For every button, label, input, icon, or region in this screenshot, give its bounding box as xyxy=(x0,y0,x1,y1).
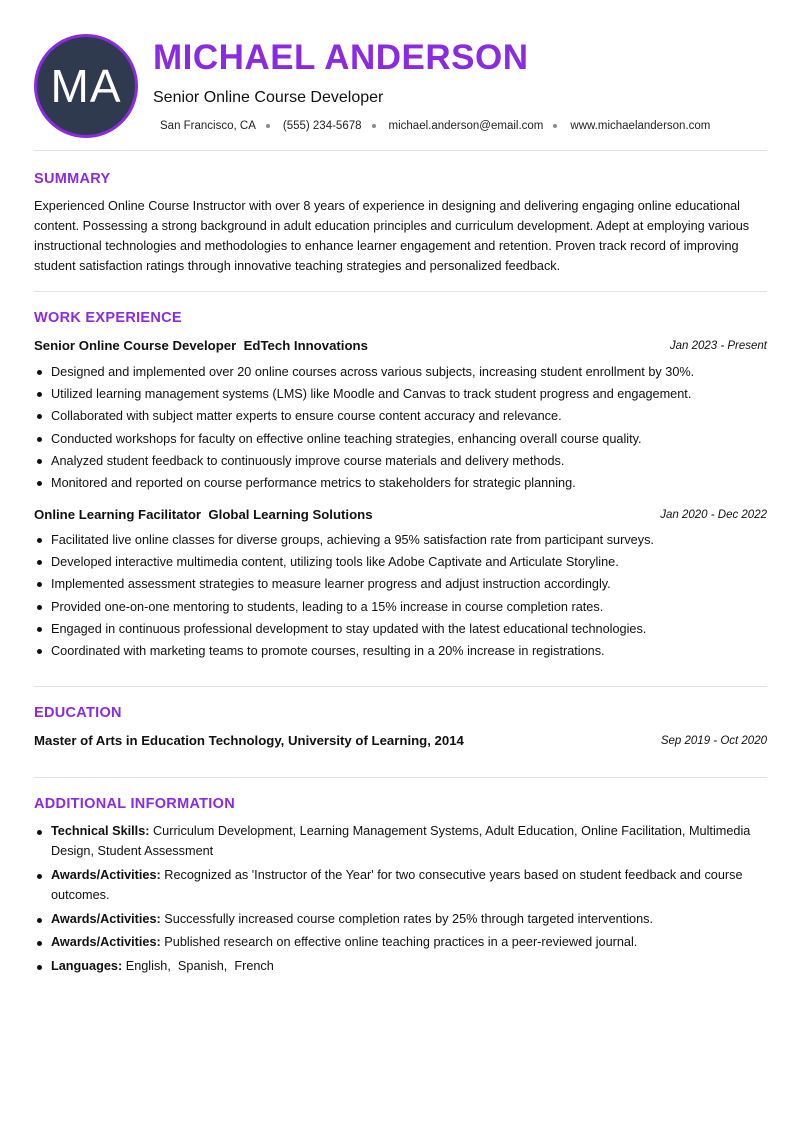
list-item: Utilized learning management systems (LMS) like Moodle and Canvas to track student progress and engagement. xyxy=(34,383,767,405)
contact-email[interactable]: michael.anderson@email.com xyxy=(388,120,544,132)
list-item xyxy=(34,910,767,930)
job-header xyxy=(34,338,767,356)
contact-line xyxy=(160,120,710,132)
work-experience-heading: WORK EXPERIENCE xyxy=(34,310,182,326)
item-label: Awards/Activities: xyxy=(51,934,161,949)
job-title: Online Learning Facilitator xyxy=(34,507,202,522)
item-text: Recognized as 'Instructor of the Year' for two consecutive years based on student feedback and course outcomes. xyxy=(51,868,743,902)
separator-dot xyxy=(372,124,376,128)
list-item: Developed interactive multimedia content, utilizing tools like Adobe Captivate and Articulate Storyline. xyxy=(34,551,767,573)
additional-info-heading: ADDITIONAL INFORMATION xyxy=(34,796,235,812)
list-item xyxy=(34,866,767,905)
list-item: Monitored and reported on course performance metrics to stakeholders for strategic planning. xyxy=(34,472,767,494)
list-item: Facilitated live online classes for diverse groups, achieving a 95% satisfaction rate from participant surveys. xyxy=(34,529,767,551)
list-item: Conducted workshops for faculty on effective online teaching strategies, enhancing overall course quality. xyxy=(34,428,767,450)
education-dates: Sep 2019 - Oct 2020 xyxy=(660,735,767,747)
list-item: Implemented assessment strategies to measure learner progress and adjust instruction accordingly. xyxy=(34,573,767,595)
separator-dot xyxy=(553,124,557,128)
list-item xyxy=(34,933,767,953)
item-text: Successfully increased course completion rates by 25% through targeted interventions. xyxy=(164,912,654,926)
education-degree: Master of Arts in Education Technology, University of Learning, 2014 xyxy=(34,733,464,748)
list-item: Analyzed student feedback to continuously improve course materials and delivery methods. xyxy=(34,450,767,472)
list-item: Provided one-on-one mentoring to students, leading to a 15% increase in course completion rates. xyxy=(34,596,767,618)
job-dates: Jan 2020 - Dec 2022 xyxy=(660,509,767,521)
contact-website[interactable]: www.michaelanderson.com xyxy=(570,120,711,132)
job-title-line xyxy=(34,338,368,353)
job-bullets xyxy=(34,361,767,494)
summary-heading: SUMMARY xyxy=(34,171,111,187)
separator-dot xyxy=(266,124,270,128)
list-item: Designed and implemented over 20 online courses across various subjects, increasing student enrollment by 30%. xyxy=(34,361,767,383)
item-text: Curriculum Development, Learning Management Systems, Adult Education, Online Facilitation, Multimedia Design, Student Assessment xyxy=(51,824,751,858)
job-company: Global Learning Solutions xyxy=(208,507,373,522)
contact-phone: (555) 234-5678 xyxy=(282,120,362,132)
job-header xyxy=(34,507,767,525)
education-heading: EDUCATION xyxy=(34,705,122,721)
list-item: Collaborated with subject matter experts to ensure course content accuracy and relevance. xyxy=(34,405,767,427)
item-text: English, Spanish, French xyxy=(125,959,274,973)
section-divider xyxy=(34,150,767,151)
summary-text: Experienced Online Course Instructor with over 8 years of experience in designing and delivering engaging online educational content. Possessing a strong background in adult education principles and curriculum development. Adept at employing various instructional technologies and methodologies to enhance learner engagement and retention. Proven track record of improving student satisfaction ratings through innovative teaching strategies and personalized feedback. xyxy=(34,199,750,273)
job-bullets xyxy=(34,529,767,662)
additional-info-list xyxy=(34,822,767,982)
item-label: Awards/Activities: xyxy=(51,868,161,882)
item-label: Languages: xyxy=(51,959,123,973)
contact-location: San Francisco, CA xyxy=(160,120,256,132)
job-dates: Jan 2023 - Present xyxy=(669,340,767,352)
candidate-title: Senior Online Course Developer xyxy=(153,89,384,106)
job-company: EdTech Innovations xyxy=(243,338,368,353)
section-divider xyxy=(34,291,767,292)
item-label: Awards/Activities: xyxy=(51,912,161,926)
list-item: Engaged in continuous professional development to stay updated with the latest educational technologies. xyxy=(34,618,767,640)
list-item xyxy=(34,822,767,861)
section-divider xyxy=(34,686,767,687)
job-title-line xyxy=(34,507,373,522)
item-label: Technical Skills: xyxy=(51,824,150,838)
job-title: Senior Online Course Developer xyxy=(34,338,237,353)
list-item: Coordinated with marketing teams to promote courses, resulting in a 20% increase in registrations. xyxy=(34,640,767,662)
resume-header xyxy=(0,0,800,150)
section-divider xyxy=(34,777,767,778)
avatar xyxy=(34,34,138,138)
list-item xyxy=(34,957,767,977)
item-text: Published research on effective online teaching practices in a peer-reviewed journal. xyxy=(164,934,638,949)
candidate-name: MICHAEL ANDERSON xyxy=(153,38,529,77)
avatar-initials: MA xyxy=(50,60,122,112)
